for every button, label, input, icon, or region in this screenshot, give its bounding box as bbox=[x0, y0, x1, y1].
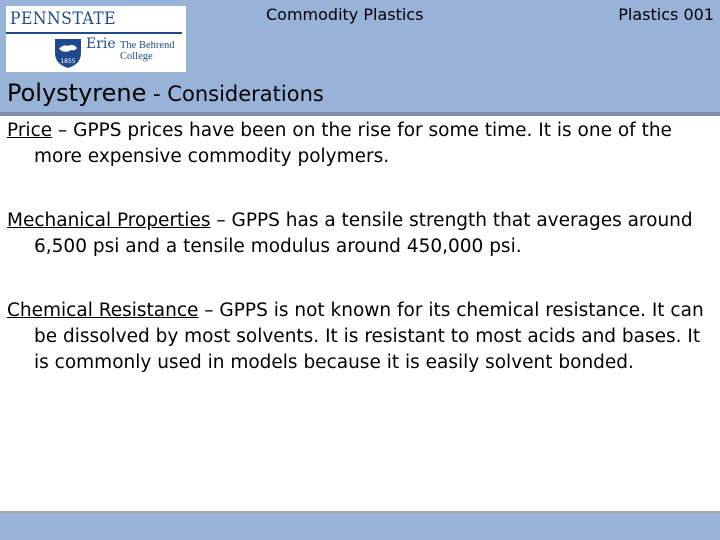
logo-college: The Behrend College bbox=[120, 40, 175, 62]
slide-header bbox=[0, 0, 720, 112]
logo-rule bbox=[6, 32, 182, 34]
paragraph-text: – GPPS prices have been on the rise for some time. It is one of the more expensive commodity polymers. bbox=[34, 120, 672, 167]
term-label: Mechanical Properties bbox=[7, 210, 211, 231]
nittany-lion-shield-icon bbox=[53, 37, 83, 69]
slide-title-main: Polystyrene bbox=[7, 79, 147, 107]
header-topic: Commodity Plastics bbox=[266, 5, 424, 24]
penn-state-behrend-logo bbox=[6, 6, 186, 72]
term-label: Price bbox=[7, 120, 53, 141]
slide-body bbox=[7, 118, 715, 414]
slide-title bbox=[7, 79, 324, 107]
slide-footer bbox=[0, 511, 720, 540]
logo-year: 1855 bbox=[60, 58, 76, 65]
header-divider bbox=[0, 112, 720, 116]
paragraph-price bbox=[7, 118, 715, 170]
paragraph-text: – GPPS is not known for its chemical resistance. It can be dissolved by most solvents. It is resistant to most acids and bases. It is commonly used in models because it is easily solvent bonded. bbox=[34, 300, 704, 373]
term-label: Chemical Resistance bbox=[7, 300, 199, 321]
slide-title-sub: - Considerations bbox=[146, 82, 324, 106]
paragraph-mechanical-properties bbox=[7, 208, 715, 260]
logo-campus: Erie bbox=[86, 36, 116, 52]
paragraph-text: – GPPS has a tensile strength that averages around 6,500 psi and a tensile modulus around 450,000 psi. bbox=[34, 210, 693, 257]
paragraph-chemical-resistance bbox=[7, 298, 715, 376]
header-course-code: Plastics 001 bbox=[618, 5, 714, 24]
logo-wordmark: PENNSTATE bbox=[10, 9, 117, 29]
